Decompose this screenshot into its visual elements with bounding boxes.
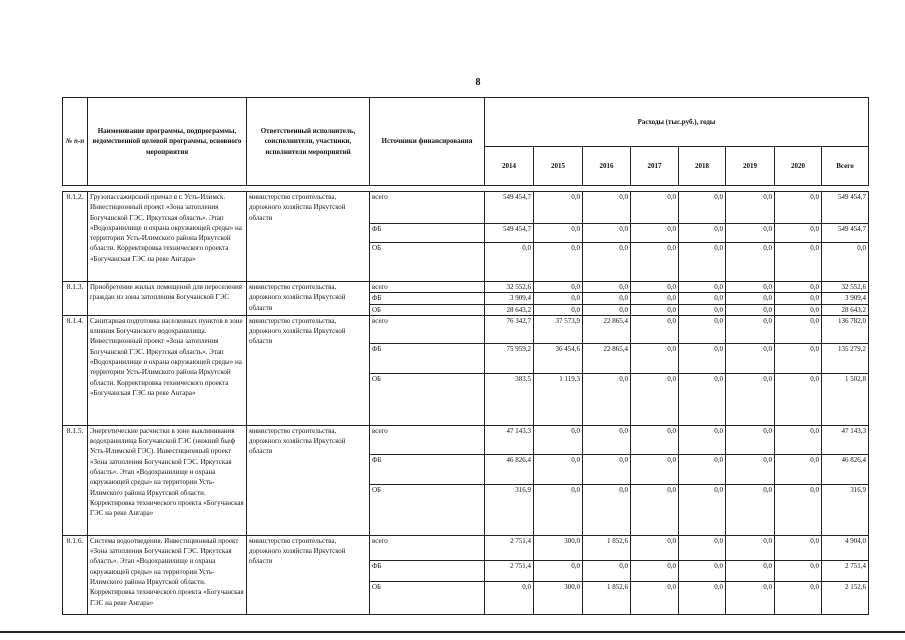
funding-source: всего (370, 282, 485, 293)
row-number: 8.1.2. (63, 192, 88, 282)
year-value: 300,0 (534, 535, 583, 560)
table-row (63, 535, 869, 560)
funding-source: ФБ (370, 454, 485, 484)
year-value: 0,0 (631, 535, 679, 560)
year-value: 36 454,6 (534, 343, 583, 373)
year-value: 0,0 (631, 315, 679, 343)
year-value: 0,0 (775, 425, 822, 454)
row-number: 8.1.4. (63, 315, 88, 425)
year-value: 0,0 (679, 224, 726, 243)
year-value: 1 852,6 (583, 535, 631, 560)
year-value: 0,0 (679, 560, 726, 581)
year-value: 0,0 (583, 224, 631, 243)
year-value: 0,0 (726, 243, 775, 282)
year-value: 0,0 (726, 304, 775, 315)
year-value: 0,0 (679, 293, 726, 304)
funding-source: ФБ (370, 293, 485, 304)
year-value: 0,0 (679, 373, 726, 425)
year-value: 0,0 (679, 315, 726, 343)
executor: министерство строительства, дорожного хозяйства Иркутской области (247, 315, 370, 425)
year-value: 0,0 (534, 243, 583, 282)
program-expenses-table (62, 97, 869, 615)
year-value: 0,0 (679, 192, 726, 224)
year-value: 0,0 (726, 373, 775, 425)
year-value: 0,0 (775, 535, 822, 560)
funding-source: всего (370, 192, 485, 224)
year-value: 0,0 (679, 304, 726, 315)
funding-source: ФБ (370, 224, 485, 243)
year-value: 0,0 (631, 243, 679, 282)
year-value: 0,0 (726, 343, 775, 373)
page-bottom-edge (0, 631, 905, 633)
year-value: 0,0 (534, 425, 583, 454)
funding-source: ОБ (370, 304, 485, 315)
year-value: 0,0 (726, 315, 775, 343)
total-value: 135 279,2 (822, 343, 869, 373)
year-value: 316,9 (485, 484, 534, 535)
header-executor: Ответственный исполнитель, соисполнители, участники, исполнители мероприятий (247, 98, 370, 186)
header-year: 2018 (679, 147, 726, 186)
year-value: 0,0 (679, 581, 726, 614)
table-body (63, 192, 869, 615)
measure-name: Энергетические расчистки в зоне выклинивания водохранилища Богучанской ГЭС (нижний бьеф Усть-Илимской ГЭС). Инвестиционный проект «Зона затопления Богучанской ГЭС. Иркутская область». Этап «Водохранилище и охрана окружающей среды» на территории Усть-Илимского района Иркутской области. Корректировка технического проекта «Богучанская ГЭС на реке Ангара» (88, 425, 247, 535)
year-value: 0,0 (726, 192, 775, 224)
year-value: 0,0 (775, 581, 822, 614)
year-value: 0,0 (775, 224, 822, 243)
total-value: 136 782,0 (822, 315, 869, 343)
year-value: 0,0 (726, 224, 775, 243)
measure-name: Санитарная подготовка населенных пунктов в зоне влияния Богучанского водохранилища. Инвестиционный проект «Зона затопления Богучанской ГЭС. Иркутская область». Этап «Водохранилище и охрана окружающей среды» на территории Усть-Илимского района Иркутской области. Корректировка технического проекта «Богучанская ГЭС на реке Ангара» (88, 315, 247, 425)
year-value: 0,0 (631, 304, 679, 315)
year-value: 0,0 (631, 484, 679, 535)
year-value: 0,0 (631, 343, 679, 373)
funding-source: ФБ (370, 343, 485, 373)
total-value: 549 454,7 (822, 192, 869, 224)
total-value: 32 552,6 (822, 282, 869, 293)
row-number: 8.1.6. (63, 535, 88, 614)
year-value: 28 643,2 (485, 304, 534, 315)
funding-source: ОБ (370, 373, 485, 425)
year-value: 0,0 (775, 373, 822, 425)
year-value: 0,0 (775, 560, 822, 581)
year-value: 1 119,3 (534, 373, 583, 425)
year-value: 0,0 (679, 454, 726, 484)
year-value: 0,0 (534, 293, 583, 304)
total-value: 46 826,4 (822, 454, 869, 484)
year-value: 0,0 (726, 581, 775, 614)
year-value: 0,0 (631, 282, 679, 293)
year-value: 0,0 (583, 304, 631, 315)
year-value: 32 552,6 (485, 282, 534, 293)
total-value: 4 904,0 (822, 535, 869, 560)
measure-name: Грузопассажирский причал в г. Усть-Илимск. Инвестиционный проект «Зона затопления Богучанской ГЭС. Иркутская область». Этап «Водохранилище и охрана окружающей среды» на территории Усть-Илимского района Иркутской области. Корректировка технического проекта «Богучанская ГЭС на реке Ангара» (88, 192, 247, 282)
year-value: 0,0 (775, 343, 822, 373)
total-value: 0,0 (822, 243, 869, 282)
year-value: 0,0 (679, 343, 726, 373)
year-value: 0,0 (775, 484, 822, 535)
year-value: 2 751,4 (485, 560, 534, 581)
year-value: 0,0 (679, 282, 726, 293)
header-funding-source: Источники финансирования (370, 98, 485, 186)
total-value: 549 454,7 (822, 224, 869, 243)
row-number: 8.1.3. (63, 282, 88, 316)
year-value: 0,0 (583, 425, 631, 454)
total-value: 2 152,6 (822, 581, 869, 614)
funding-source: ОБ (370, 581, 485, 614)
funding-source: всего (370, 315, 485, 343)
header-year: 2014 (485, 147, 534, 186)
year-value: 0,0 (485, 243, 534, 282)
year-value: 0,0 (726, 425, 775, 454)
table-row (63, 425, 869, 454)
year-value: 0,0 (583, 282, 631, 293)
year-value: 0,0 (534, 304, 583, 315)
year-value: 76 342,7 (485, 315, 534, 343)
funding-source: ФБ (370, 560, 485, 581)
total-value: 1 502,8 (822, 373, 869, 425)
header-program-name: Наименование программы, подпрограммы, ведомственной целевой программы, основного мероприятия (88, 98, 247, 186)
header-year: 2020 (775, 147, 822, 186)
total-value: 47 143,3 (822, 425, 869, 454)
table-row (63, 192, 869, 224)
year-value: 0,0 (775, 454, 822, 484)
year-value: 1 852,6 (583, 581, 631, 614)
year-value: 0,0 (679, 425, 726, 454)
measure-name: Система водоотведения. Инвестиционный проект «Зона затопления Богучанской ГЭС. Иркутская область». Этап «Водохранилище и охрана окружающей среды» на территории Усть-Илимского района Иркутской области. Корректировка технического проекта «Богучанская ГЭС на реке Ангара» (88, 535, 247, 614)
year-value: 0,0 (534, 454, 583, 484)
executor: министерство строительства, дорожного хозяйства Иркутской области (247, 282, 370, 316)
year-value: 0,0 (631, 373, 679, 425)
measure-name: Приобретение жилых помещений для переселения граждан из зоны затопления Богучанской ГЭС (88, 282, 247, 316)
year-value: 549 454,7 (485, 224, 534, 243)
year-value: 0,0 (775, 243, 822, 282)
year-value: 0,0 (631, 560, 679, 581)
header-number: № п-п (63, 98, 88, 186)
table-row (63, 282, 869, 293)
year-value: 0,0 (534, 224, 583, 243)
executor: министерство строительства, дорожного хозяйства Иркутской области (247, 535, 370, 614)
year-value: 0,0 (631, 454, 679, 484)
year-value: 0,0 (679, 535, 726, 560)
year-value: 0,0 (775, 315, 822, 343)
year-value: 0,0 (631, 425, 679, 454)
funding-source: всего (370, 535, 485, 560)
year-value: 37 573,9 (534, 315, 583, 343)
year-value: 22 865,4 (583, 315, 631, 343)
total-value: 3 909,4 (822, 293, 869, 304)
year-value: 0,0 (534, 484, 583, 535)
year-value: 3 909,4 (485, 293, 534, 304)
year-value: 0,0 (583, 454, 631, 484)
year-value: 549 454,7 (485, 192, 534, 224)
page-number: 8 (475, 77, 481, 88)
year-value: 0,0 (679, 484, 726, 535)
row-number: 8.1.5. (63, 425, 88, 535)
year-value: 0,0 (583, 560, 631, 581)
year-value: 0,0 (726, 535, 775, 560)
year-value: 0,0 (775, 304, 822, 315)
header-year: 2017 (631, 147, 679, 186)
year-value: 2 751,4 (485, 535, 534, 560)
year-value: 0,0 (583, 192, 631, 224)
executor: министерство строительства, дорожного хозяйства Иркутской области (247, 192, 370, 282)
year-value: 300,0 (534, 581, 583, 614)
year-value: 0,0 (775, 282, 822, 293)
year-value: 0,0 (631, 293, 679, 304)
year-value: 0,0 (583, 293, 631, 304)
year-value: 75 959,2 (485, 343, 534, 373)
total-value: 316,9 (822, 484, 869, 535)
year-value: 0,0 (726, 454, 775, 484)
year-value: 0,0 (726, 282, 775, 293)
header-year: 2016 (583, 147, 631, 186)
year-value: 47 143,3 (485, 425, 534, 454)
total-value: 2 751,4 (822, 560, 869, 581)
funding-source: всего (370, 425, 485, 454)
header-year: 2015 (534, 147, 583, 186)
year-value: 0,0 (583, 243, 631, 282)
year-value: 0,0 (679, 243, 726, 282)
funding-source: ОБ (370, 243, 485, 282)
header-total: Всего (822, 147, 869, 186)
year-value: 0,0 (631, 224, 679, 243)
year-value: 0,0 (726, 560, 775, 581)
year-value: 0,0 (485, 581, 534, 614)
year-value: 46 826,4 (485, 454, 534, 484)
year-value: 0,0 (534, 560, 583, 581)
total-value: 28 643,2 (822, 304, 869, 315)
year-value: 0,0 (631, 192, 679, 224)
year-value: 0,0 (534, 282, 583, 293)
executor: министерство строительства, дорожного хозяйства Иркутской области (247, 425, 370, 535)
year-value: 383,5 (485, 373, 534, 425)
year-value: 0,0 (775, 293, 822, 304)
year-value: 0,0 (775, 192, 822, 224)
year-value: 0,0 (583, 373, 631, 425)
year-value: 0,0 (726, 484, 775, 535)
table-row (63, 315, 869, 343)
year-value: 0,0 (583, 484, 631, 535)
year-value: 0,0 (631, 581, 679, 614)
header-expenses: Расходы (тыс.руб.), годы (485, 98, 869, 147)
funding-source: ОБ (370, 484, 485, 535)
year-value: 0,0 (534, 192, 583, 224)
header-year: 2019 (726, 147, 775, 186)
year-value: 0,0 (726, 293, 775, 304)
year-value: 22 865,4 (583, 343, 631, 373)
